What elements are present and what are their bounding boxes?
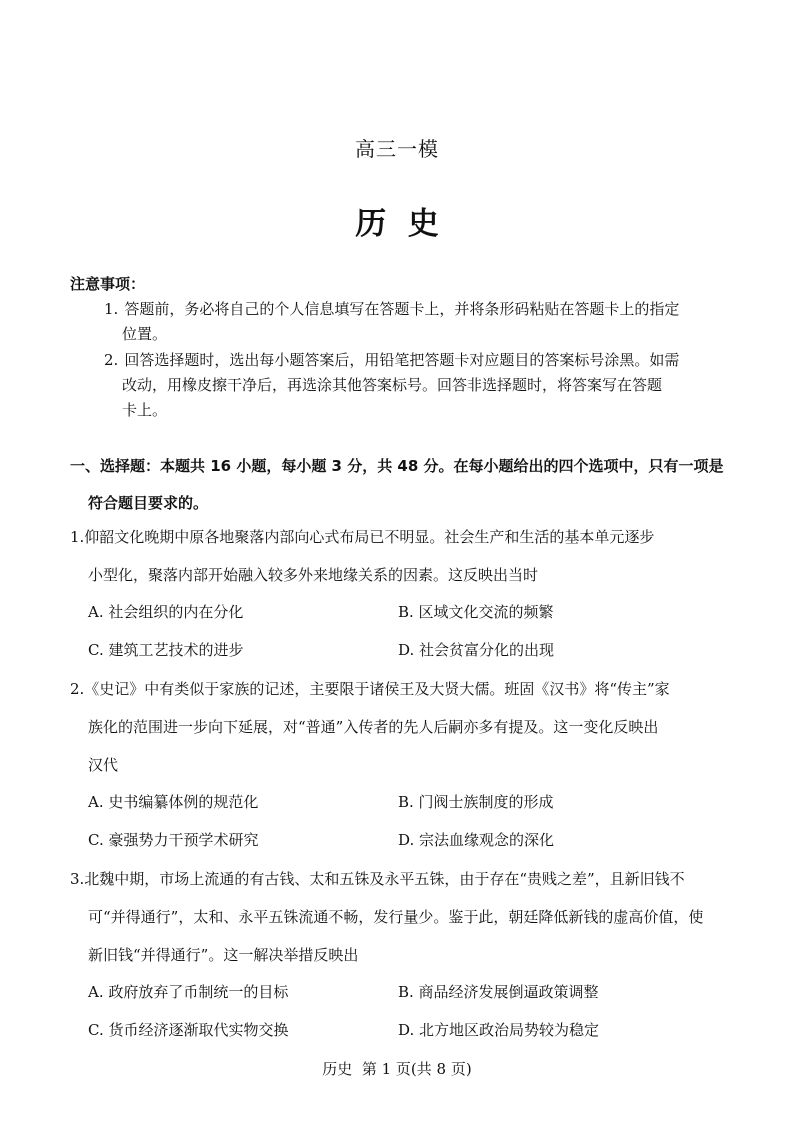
section-heading bbox=[70, 448, 730, 522]
option-a[interactable]: A. 社会组织的内在分化 bbox=[88, 603, 244, 621]
question-stem-line: 1.仰韶文化晚期中原各地聚落内部向心式布局已不明显。社会生产和生活的基本单元逐步 bbox=[70, 528, 655, 546]
notice-item-text-continued: 位置。 bbox=[122, 325, 168, 343]
notice-heading: 注意事项： bbox=[70, 275, 146, 293]
question-2-options bbox=[88, 783, 708, 859]
option-a[interactable]: A. 政府放弃了币制统一的目标 bbox=[88, 983, 289, 1001]
notice-item-text-continued: 卡上。 bbox=[122, 401, 168, 419]
question-stem-line: 小型化，聚落内部开始融入较多外来地缘关系的因素。这反映出当时 bbox=[88, 566, 539, 584]
question-stem-line: 新旧钱“并得通行”。这一解决举措反映出 bbox=[88, 946, 359, 964]
option-c[interactable]: C. 建筑工艺技术的进步 bbox=[88, 641, 244, 659]
notice-item-text: 答题前，务必将自己的个人信息填写在答题卡上，并将条形码粘贴在答题卡上的指定 bbox=[124, 300, 680, 318]
notice-item-number: 1. bbox=[104, 300, 119, 318]
question-2 bbox=[70, 670, 725, 784]
question-stem-line: 3.北魏中期，市场上流通的有古钱、太和五铢及永平五铢，由于存在“贵贱之差”，且新旧钱不 bbox=[70, 870, 685, 888]
notice-item-text-continued: 改动，用橡皮擦干净后，再选涂其他答案标号。回答非选择题时，将答案写在答题 bbox=[122, 376, 663, 394]
question-stem-line: 汉代 bbox=[88, 756, 119, 774]
question-stem-line: 2.《史记》中有类似于家族的记述，主要限于诸侯王及大贤大儒。班固《汉书》将“传主”家 bbox=[70, 680, 670, 698]
question-stem-line: 可“并得通行”，太和、永平五铢流通不畅，发行量少。鉴于此，朝廷降低新钱的虚高价值，使 bbox=[88, 908, 704, 926]
exam-label: 高三一模 bbox=[355, 137, 439, 161]
option-c[interactable]: C. 货币经济逐渐取代实物交换 bbox=[88, 1021, 289, 1039]
question-stem-line: 族化的范围进一步向下延展，对“普通”入传者的先人后嗣亦多有提及。这一变化反映出 bbox=[88, 718, 659, 736]
option-b[interactable]: B. 区域文化交流的频繁 bbox=[398, 603, 554, 621]
section-heading-line: 一、选择题：本题共 16 小题，每小题 3 分，共 48 分。在每小题给出的四个选项中，只有一项是 bbox=[70, 457, 724, 475]
notice-item-2 bbox=[104, 348, 724, 423]
option-d[interactable]: D. 北方地区政治局势较为稳定 bbox=[398, 1021, 600, 1039]
option-b[interactable]: B. 商品经济发展倒逼政策调整 bbox=[398, 983, 599, 1001]
question-1-options bbox=[88, 593, 708, 669]
option-d[interactable]: D. 宗法血缘观念的深化 bbox=[398, 831, 555, 849]
page-footer: 历史 第 1 页(共 8 页) bbox=[322, 1060, 472, 1078]
notice-item-text: 回答选择题时，选出每小题答案后，用铅笔把答题卡对应题目的答案标号涂黑。如需 bbox=[124, 351, 680, 369]
option-a[interactable]: A. 史书编纂体例的规范化 bbox=[88, 793, 259, 811]
question-3-options bbox=[88, 973, 708, 1049]
option-d[interactable]: D. 社会贫富分化的出现 bbox=[398, 641, 555, 659]
question-3 bbox=[70, 860, 725, 974]
notice-item-1 bbox=[104, 297, 724, 347]
section-heading-line: 符合题目要求的。 bbox=[88, 494, 209, 512]
question-1 bbox=[70, 518, 725, 594]
subject-title: 历 史 bbox=[355, 206, 439, 242]
option-c[interactable]: C. 豪强势力干预学术研究 bbox=[88, 831, 259, 849]
notice-item-number: 2. bbox=[104, 351, 119, 369]
option-b[interactable]: B. 门阀士族制度的形成 bbox=[398, 793, 554, 811]
